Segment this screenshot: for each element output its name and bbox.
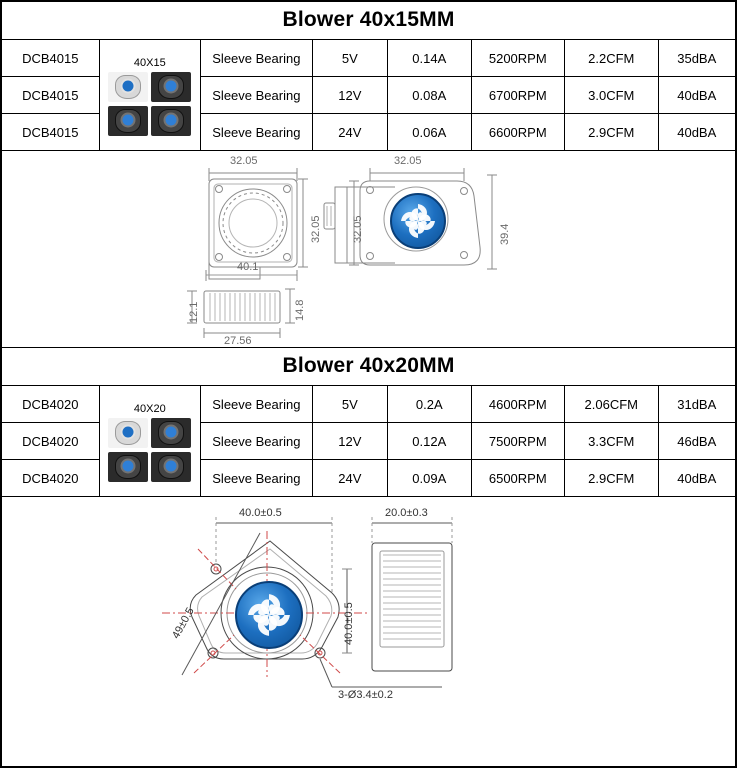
cell-bearing: Sleeve Bearing xyxy=(201,460,313,497)
product-image-label: 40X15 xyxy=(133,56,166,69)
dimension-label: 32.05 xyxy=(352,215,364,243)
dimension-label: 32.05 xyxy=(394,155,422,167)
product-thumbnail xyxy=(151,72,191,102)
cell-noise: 40dBA xyxy=(658,77,735,114)
dimension-label: 32.05 xyxy=(230,155,258,167)
cell-bearing: Sleeve Bearing xyxy=(201,77,313,114)
product-thumbnail xyxy=(151,418,191,448)
dimension-label: 12.1 xyxy=(188,301,200,323)
fan-logo-icon xyxy=(390,193,446,249)
cell-airflow: 3.0CFM xyxy=(565,77,659,114)
dimension-label: 49±0.5 xyxy=(170,605,197,641)
cell-current: 0.09A xyxy=(388,460,471,497)
cell-voltage: 5V xyxy=(312,40,387,77)
cell-voltage: 5V xyxy=(312,386,387,423)
cell-current: 0.08A xyxy=(388,77,471,114)
dimension-label: 40.0±0.5 xyxy=(343,602,355,645)
cell-airflow: 2.06CFM xyxy=(565,386,659,423)
product-thumbnail xyxy=(108,106,148,136)
drawing-svg-40x15 xyxy=(2,151,735,347)
cell-noise: 40dBA xyxy=(658,460,735,497)
cell-current: 0.12A xyxy=(388,423,471,460)
cell-noise: 40dBA xyxy=(658,114,735,151)
cell-voltage: 12V xyxy=(312,77,387,114)
cell-rpm: 4600RPM xyxy=(471,386,565,423)
dimension-label: 40.0±0.5 xyxy=(239,507,282,519)
thumbnail-row-top xyxy=(100,72,201,102)
dimension-label: 14.8 xyxy=(294,299,306,321)
spec-table-40x15 xyxy=(2,40,735,151)
cell-airflow: 3.3CFM xyxy=(565,423,659,460)
section-title-40x20: Blower 40x20MM xyxy=(2,348,735,386)
dimension-label: 20.0±0.3 xyxy=(385,507,428,519)
product-thumbnail xyxy=(108,72,148,102)
cell-model: DCB4020 xyxy=(2,460,99,497)
cell-bearing: Sleeve Bearing xyxy=(201,114,313,151)
cell-model: DCB4015 xyxy=(2,40,99,77)
cell-noise: 31dBA xyxy=(658,386,735,423)
table-row xyxy=(2,386,735,423)
cell-rpm: 6700RPM xyxy=(471,77,565,114)
dimension-label: 3-Ø3.4±0.2 xyxy=(338,689,393,701)
cell-bearing: Sleeve Bearing xyxy=(201,386,313,423)
fan-logo-icon xyxy=(235,581,303,649)
product-image-cell-40x15 xyxy=(99,40,201,151)
thumbnail-row-top xyxy=(100,418,201,448)
dimension-label: 27.56 xyxy=(224,335,252,347)
cell-bearing: Sleeve Bearing xyxy=(201,40,313,77)
cell-voltage: 24V xyxy=(312,460,387,497)
thumbnail-row-bottom xyxy=(100,452,201,482)
thumbnail-row-bottom xyxy=(100,106,201,136)
cell-noise: 46dBA xyxy=(658,423,735,460)
product-image-label: 40X20 xyxy=(133,402,166,415)
cell-rpm: 6500RPM xyxy=(471,460,565,497)
product-image-cell-40x20 xyxy=(99,386,201,497)
cell-current: 0.14A xyxy=(388,40,471,77)
cell-voltage: 24V xyxy=(312,114,387,151)
cell-airflow: 2.2CFM xyxy=(565,40,659,77)
product-thumbnail xyxy=(108,452,148,482)
section-title-40x15: Blower 40x15MM xyxy=(2,2,735,40)
cell-voltage: 12V xyxy=(312,423,387,460)
cell-bearing: Sleeve Bearing xyxy=(201,423,313,460)
product-thumbnail xyxy=(151,106,191,136)
cell-model: DCB4015 xyxy=(2,114,99,151)
cell-rpm: 7500RPM xyxy=(471,423,565,460)
cell-model: DCB4015 xyxy=(2,77,99,114)
cell-airflow: 2.9CFM xyxy=(565,460,659,497)
drawing-svg-40x20 xyxy=(2,497,735,739)
cell-rpm: 5200RPM xyxy=(471,40,565,77)
cell-current: 0.2A xyxy=(388,386,471,423)
dimension-label: 39.4 xyxy=(499,223,511,245)
cell-model: DCB4020 xyxy=(2,423,99,460)
cell-rpm: 6600RPM xyxy=(471,114,565,151)
dimension-label: 40.1 xyxy=(237,261,259,273)
table-row xyxy=(2,40,735,77)
cell-airflow: 2.9CFM xyxy=(565,114,659,151)
product-thumbnail xyxy=(151,452,191,482)
cell-current: 0.06A xyxy=(388,114,471,151)
technical-drawing-40x15 xyxy=(2,151,735,348)
technical-drawing-40x20 xyxy=(2,497,735,739)
dimension-label: 32.05 xyxy=(310,215,322,243)
spec-table-40x20 xyxy=(2,386,735,497)
cell-model: DCB4020 xyxy=(2,386,99,423)
cell-noise: 35dBA xyxy=(658,40,735,77)
product-thumbnail xyxy=(108,418,148,448)
